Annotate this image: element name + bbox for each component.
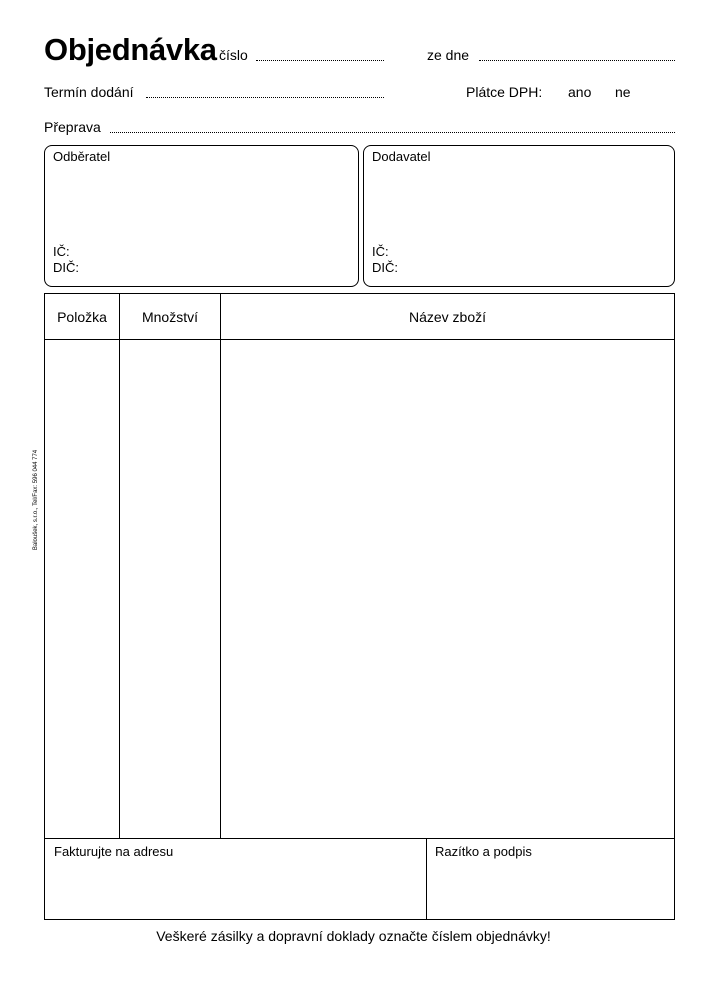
goods-name-column-cell[interactable] [221,340,674,838]
vat-yes-option[interactable]: ano [568,84,592,100]
order-number-field[interactable] [256,60,384,61]
transport-field[interactable] [110,132,675,133]
order-number-label: číslo [219,47,248,63]
transport-label: Přeprava [44,119,101,135]
stamp-signature-field[interactable] [427,862,674,919]
invoice-address-field[interactable] [45,862,426,919]
order-date-field[interactable] [479,60,675,61]
column-header-item: Položka [57,308,107,325]
quantity-column-cell[interactable] [120,340,220,838]
buyer-dic-label: DIČ: [53,260,79,275]
column-header-quantity: Množství [141,308,198,325]
buyer-box[interactable] [44,145,359,287]
delivery-term-label: Termín dodání [44,84,134,100]
side-imprint: Baloušek, s.r.o., Tel/Fax: 596 044 774 [33,449,39,551]
form-title: Objednávka [44,32,217,67]
items-table [44,293,675,920]
invoice-address-label: Fakturujte na adresu [54,844,174,859]
supplier-box[interactable] [363,145,675,287]
column-header-goods-name: Název zboží [408,308,487,325]
vat-payer-label: Plátce DPH: [466,84,543,100]
buyer-label: Odběratel [53,149,111,164]
supplier-label: Dodavatel [372,149,431,164]
stamp-signature-label: Razítko a podpis [435,844,532,859]
buyer-ic-label: IČ: [53,244,70,259]
supplier-dic-label: DIČ: [372,260,398,275]
order-date-label: ze dne [427,47,470,63]
item-column-cell[interactable] [45,340,119,838]
bottom-section-divider [45,838,674,839]
delivery-term-field[interactable] [146,97,384,98]
vat-no-option[interactable]: ne [615,84,631,100]
footer-note: Veškeré zásilky a dopravní doklady označte číslem objednávky! [156,928,551,944]
supplier-ic-label: IČ: [372,244,389,259]
